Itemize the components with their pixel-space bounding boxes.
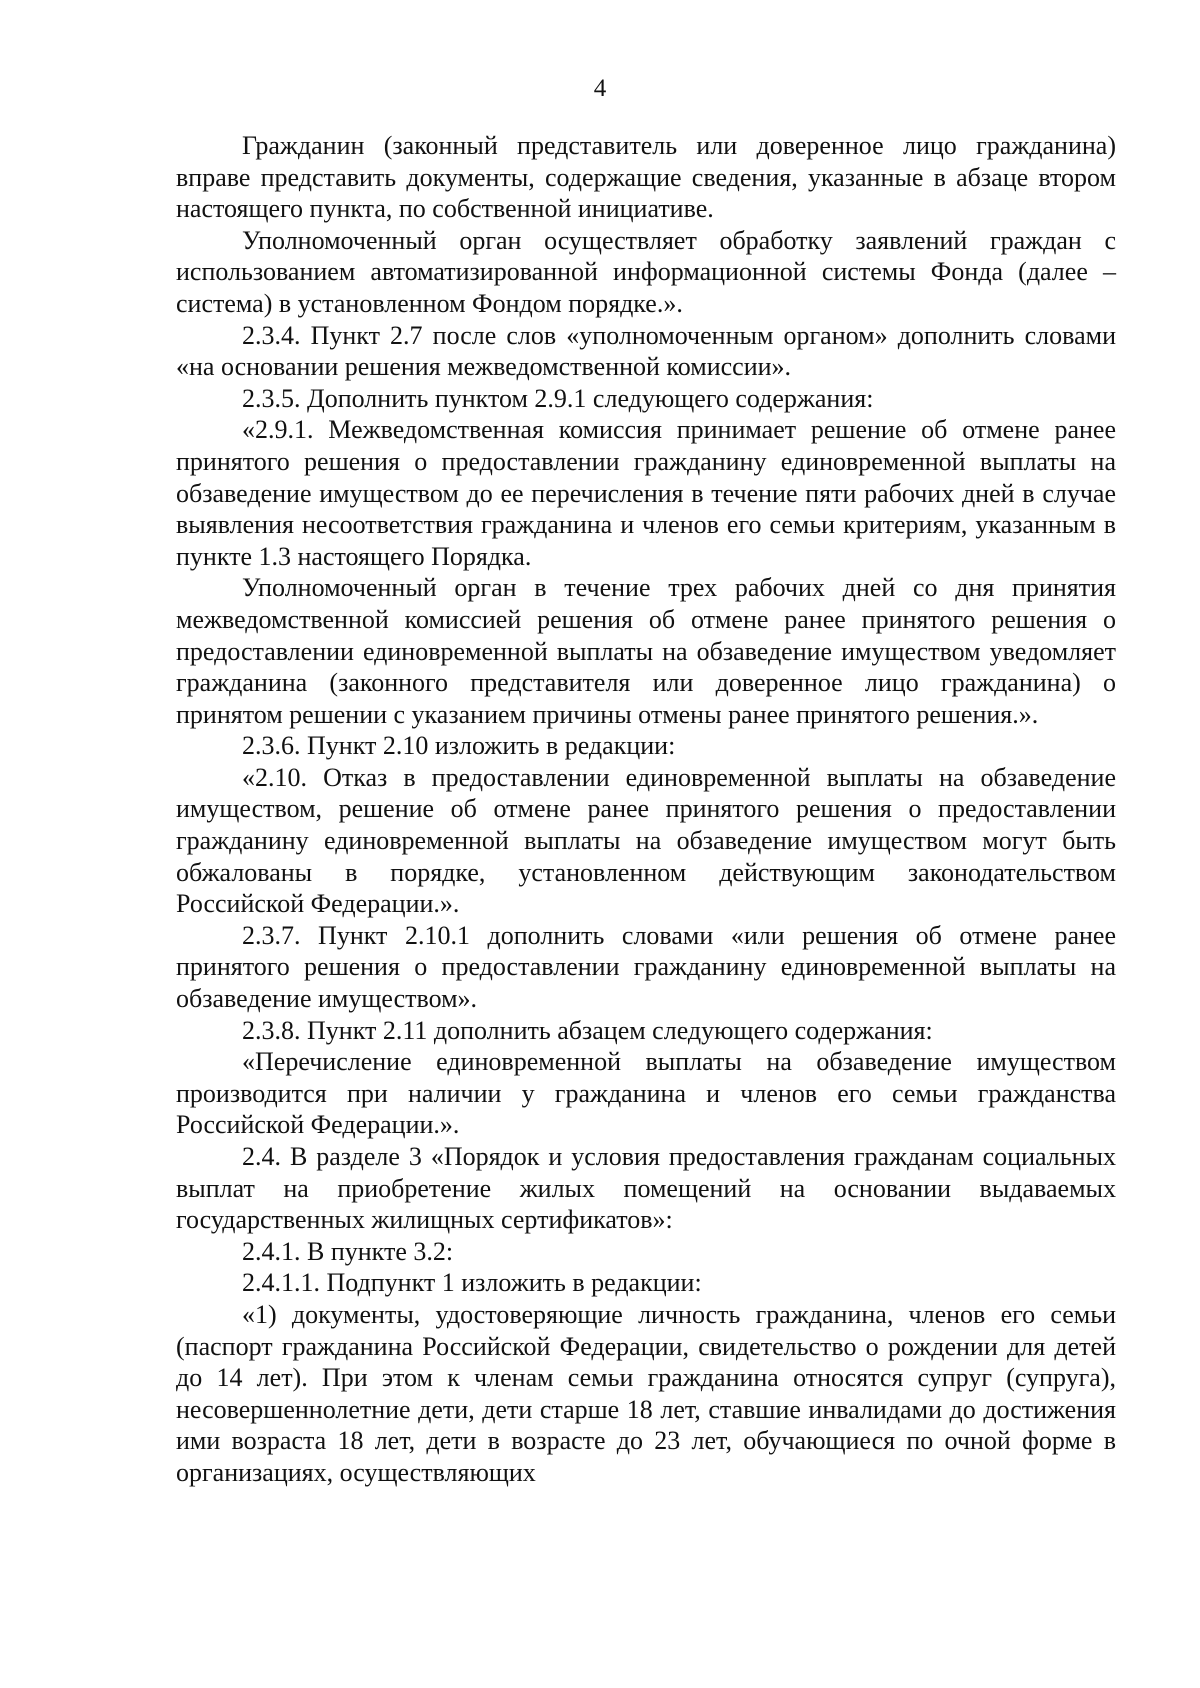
paragraph: Гражданин (законный представитель или доверенное лицо гражданина) вправе представить документы, содержащие сведения, указанные в абзаце втором настоящего пункта, по собственной инициативе.: [176, 131, 1116, 224]
paragraph: 2.3.7. Пункт 2.10.1 дополнить словами «или решения об отмене ранее принятого решения о предоставлении гражданину единовременной выплаты на обзаведение имуществом».: [176, 920, 1116, 1014]
page-number: 4: [593, 75, 607, 102]
paragraph: 2.4.1.1. Подпункт 1 изложить в редакции:: [242, 1268, 702, 1298]
document-body: [176, 130, 1116, 1489]
paragraph: «Перечисление единовременной выплаты на обзаведение имуществом производится при наличии у гражданина и членов его семьи гражданства Российской Федерации.».: [176, 1047, 1116, 1140]
paragraph: 2.3.6. Пункт 2.10 изложить в редакции:: [242, 731, 676, 761]
paragraph: «2.10. Отказ в предоставлении единовременной выплаты на обзаведение имуществом, решение об отмене ранее принятого решения о предоставлении гражданину единовременной выплаты на обзаведение имуществом могут быть обжалованы в порядке, установленном действующим законодательством Российской Федерации.».: [176, 762, 1116, 919]
paragraph: Уполномоченный орган осуществляет обработку заявлений граждан с использованием автоматизированной информационной системы Фонда (далее – система) в установленном Фондом порядке.».: [176, 225, 1116, 318]
paragraph: «2.9.1. Межведомственная комиссия принимает решение об отмене ранее принятого решения о предоставлении гражданину единовременной выплаты на обзаведение имуществом до ее перечисления в течение пяти рабочих дней в случае выявления несоответствия гражданина и членов его семьи критериям, указанным в пункте 1.3 настоящего Порядка.: [176, 415, 1116, 571]
paragraph: 2.4.1. В пункте 3.2:: [242, 1236, 454, 1266]
paragraph: 2.3.5. Дополнить пунктом 2.9.1 следующего содержания:: [242, 383, 874, 413]
paragraph: 2.3.8. Пункт 2.11 дополнить абзацем следующего содержания:: [242, 1015, 933, 1045]
paragraph: «1) документы, удостоверяющие личность гражданина, членов его семьи (паспорт гражданина Российской Федерации, свидетельство о рождении для детей до 14 лет). При этом к членам семьи гражданина относятся супруг (супруга), несовершеннолетние дети, дети старше 18 лет, ставшие инвалидами до достижения ими возраста 18 лет, дети в возрасте до 23 лет, обучающиеся по очной форме в организациях, осуществляющих: [176, 1299, 1116, 1487]
paragraph: 2.3.4. Пункт 2.7 после слов «уполномоченным органом» дополнить словами «на основании решения межведомственной комиссии».: [176, 320, 1116, 382]
paragraph: Уполномоченный орган в течение трех рабочих дней со дня принятия межведомственной комиссией решения об отмене ранее принятого решения о предоставлении единовременной выплаты на обзаведение имуществом уведомляет гражданина (законного представителя или доверенное лицо гражданина) о принятом решении с указанием причины отмены ранее принятого решения.».: [176, 573, 1116, 729]
paragraph: 2.4. В разделе 3 «Порядок и условия предоставления гражданам социальных выплат на приобретение жилых помещений на основании выдаваемых государственных жилищных сертификатов»:: [176, 1142, 1116, 1235]
